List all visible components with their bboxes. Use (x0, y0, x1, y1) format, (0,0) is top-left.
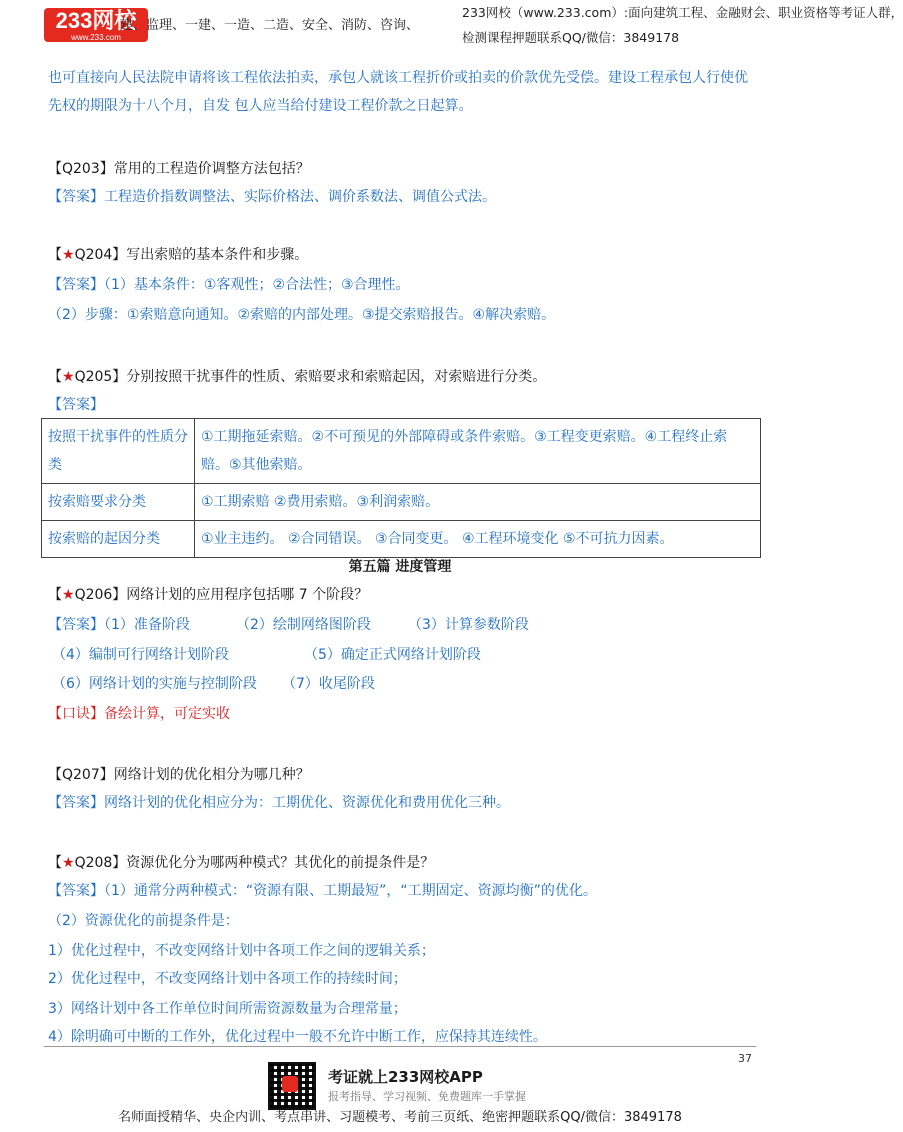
table-cell-label: 按索赔要求分类 (42, 484, 195, 521)
q208-condition-1: 1）优化过程中，不改变网络计划中各项工作之间的逻辑关系； (48, 943, 435, 959)
q206-stage-5: （5）确定正式网络计划阶段 (304, 647, 481, 663)
star-icon: ★ (62, 855, 75, 871)
q206-stage-3: （3）计算参数阶段 (408, 617, 529, 633)
footer-app-subtitle: 报考指导、学习视频、免费题库一手掌握 (328, 1090, 526, 1103)
q208-answer-2: （2）资源优化的前提条件是： (48, 913, 239, 929)
table-row (42, 419, 761, 484)
header-contact (462, 28, 679, 46)
bracket: 【 (48, 855, 62, 871)
logo-text: 233网校 (55, 8, 137, 33)
q203-answer: 【答案】工程造价指数调整法、实际价格法、调价系数法、调值公式法。 (48, 189, 496, 205)
page-number: 37 (738, 1052, 752, 1065)
footer-contact: 名师面授精华、央企内训、考点串讲、习题模考、考前三页纸、绝密押题联系QQ/微信：3849178 (118, 1110, 682, 1125)
q208-text: Q208】资源优化分为哪两种模式？其优化的前提条件是？ (74, 855, 435, 871)
page-header (0, 0, 903, 52)
q207-answer: 【答案】网络计划的优化相应分为：工期优化、资源优化和费用优化三种。 (48, 795, 510, 811)
table-row (42, 521, 761, 558)
q205-answer-label: 【答案】 (48, 397, 104, 413)
table-cell-value: ①工期拖延索赔。②不可预见的外部障碍或条件索赔。③工程变更索赔。④工程终止索赔。⑤其他索赔。 (195, 419, 761, 484)
header-intro: 233网校（www.233.com）:面向建筑工程、金融财会、职业资格等考证人群， (462, 5, 903, 20)
q206-stage-4: （4）编制可行网络计划阶段 (52, 647, 229, 663)
q206-stage-2: （2）绘制网络图阶段 (236, 617, 371, 633)
q208-condition-3: 3）网络计划中各工作单位时间所需资源数量为合理常量； (48, 1001, 407, 1017)
star-icon: ★ (62, 587, 75, 603)
table-cell-value: ①业主违约。 ②合同错误。 ③合同变更。 ④工程环境变化 ⑤不可抗力因素。 (195, 521, 761, 558)
q205-text: Q205】分别按照干扰事件的性质、索赔要求和索赔起因，对索赔进行分类。 (74, 369, 547, 385)
table-cell-value: ①工期索赔 ②费用索赔。③利润索赔。 (195, 484, 761, 521)
table-cell-label: 按照干扰事件的性质分类 (42, 419, 195, 484)
q208-question (48, 852, 434, 872)
q206-mnemonic: 【口诀】备绘计算，可定实收 (48, 706, 230, 722)
bracket: 【 (48, 247, 62, 263)
header-contact-text: 检测课程押题联系QQ/微信：3849178 (462, 30, 680, 45)
bracket: 【 (48, 587, 62, 603)
header-exam-list: 建、监理、一建、一造、二造、安全、消防、咨询、 (120, 18, 420, 33)
q205-question (48, 366, 546, 386)
table-cell-label: 按索赔的起因分类 (42, 521, 195, 558)
intro-paragraph: 也可直接向人民法院申请将该工程依法拍卖，承包人就该工程折价或拍卖的价款优先受偿。建设工程承包人行使优先权的期限为十八个月，自发 包人应当给付建设工程价款之日起算。 (48, 70, 748, 114)
q204-text: Q204】写出索赔的基本条件和步骤。 (74, 247, 309, 263)
footer-app-title: 考证就上233网校APP (328, 1068, 483, 1086)
q206-stage-7: （7）收尾阶段 (282, 676, 375, 692)
q206-stage-6: （6）网络计划的实施与控制阶段 (52, 676, 257, 692)
q206-question (48, 584, 368, 604)
qr-logo-icon (282, 1076, 298, 1092)
q206-text: Q206】网络计划的应用程序包括哪 7 个阶段？ (74, 587, 369, 603)
q208-condition-4: 4）除明确可中断的工作外，优化过程中一般不允许中断工作，应保持其连续性。 (48, 1029, 547, 1045)
footer-divider (44, 1046, 756, 1047)
q204-answer-1: 【答案】（1）基本条件：①客观性；②合法性；③合理性。 (48, 277, 410, 293)
star-icon: ★ (62, 369, 75, 385)
q207-question: 【Q207】网络计划的优化相分为哪几种？ (48, 767, 310, 783)
bracket: 【 (48, 369, 62, 385)
section-title: 第五篇 进度管理 (348, 559, 452, 575)
q206-stage-1: 【答案】（1）准备阶段 (48, 617, 190, 633)
q204-answer-2: （2）步骤：①索赔意向通知。②索赔的内部处理。③提交索赔报告。④解决索赔。 (48, 307, 556, 323)
claims-classification-table (41, 418, 761, 558)
star-icon: ★ (62, 247, 75, 263)
q208-condition-2: 2）优化过程中，不改变网络计划中各项工作的持续时间； (48, 971, 407, 987)
q208-answer-1: 【答案】（1）通常分两种模式：“资源有限、工期最短”，“工期固定、资源均衡”的优化。 (48, 883, 597, 899)
q204-question (48, 244, 308, 264)
logo-url: www.233.com (71, 33, 121, 42)
table-row (42, 484, 761, 521)
q203-question: 【Q203】常用的工程造价调整方法包括？ (48, 161, 310, 177)
